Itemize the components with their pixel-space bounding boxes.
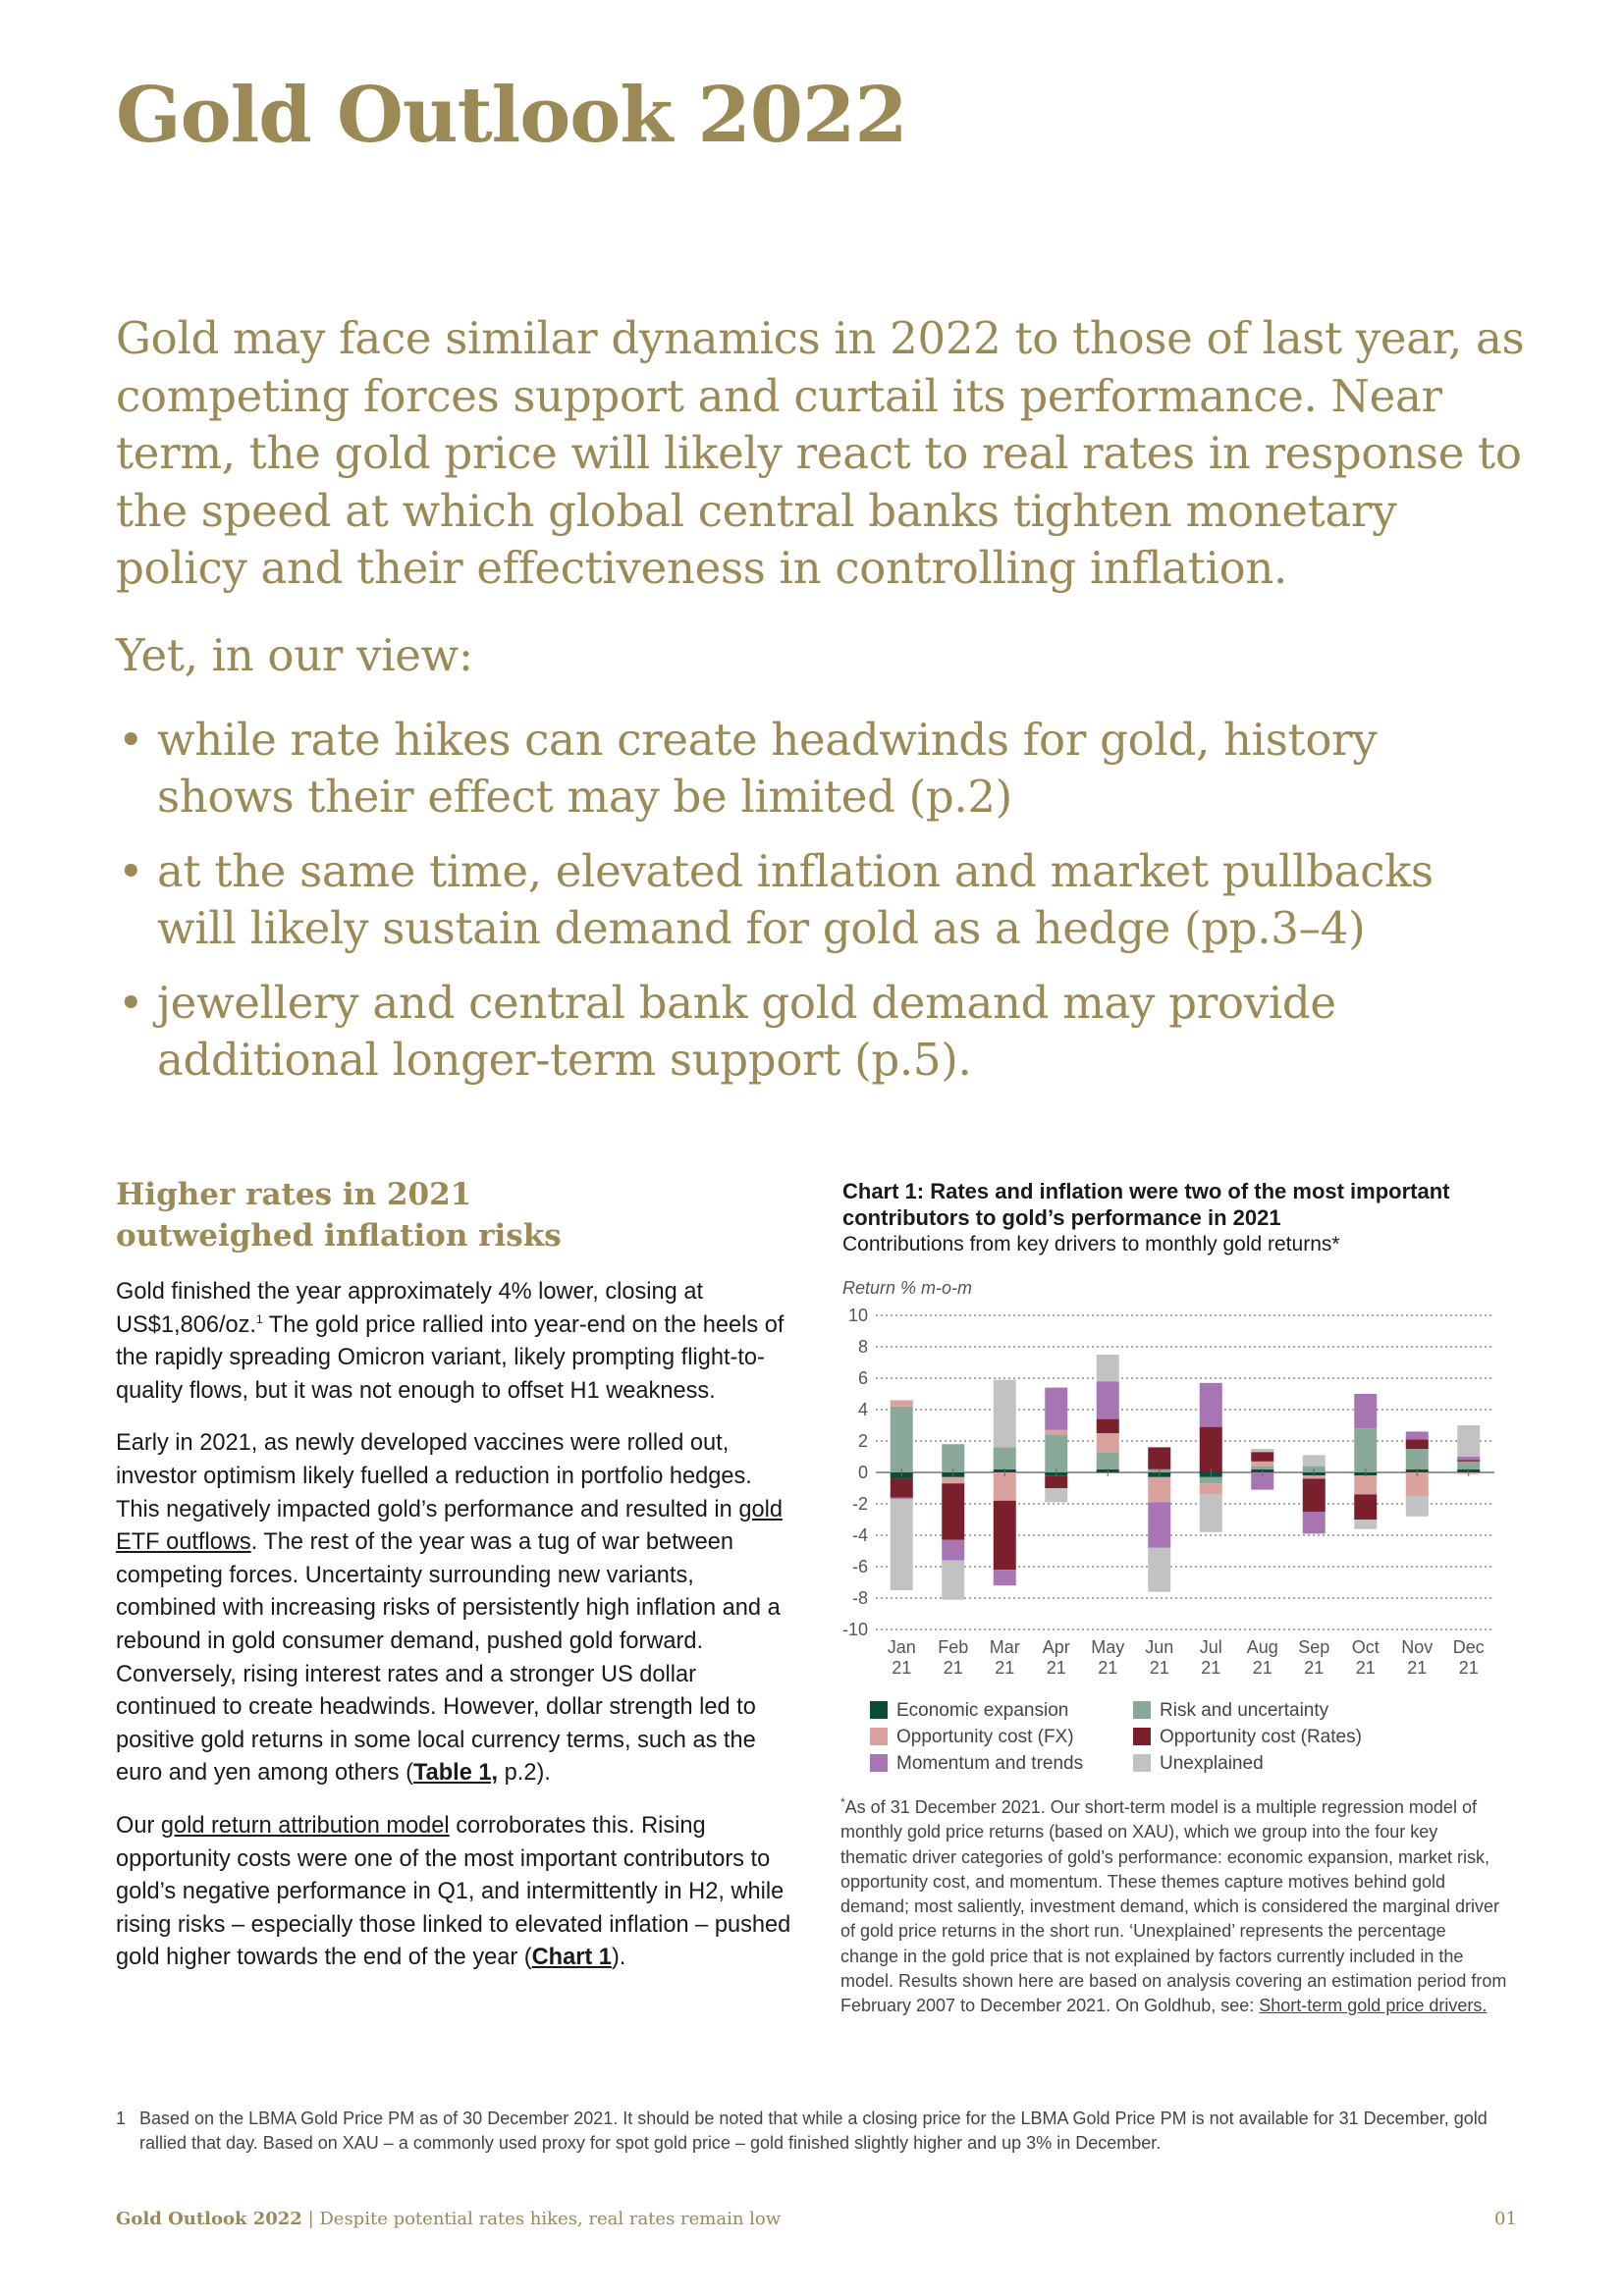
legend-swatch bbox=[870, 1754, 888, 1772]
x-tick-label: Apr bbox=[1042, 1637, 1070, 1657]
x-tick-label: Jun bbox=[1145, 1637, 1174, 1657]
bar-segment bbox=[891, 1478, 913, 1497]
bar-segment bbox=[942, 1483, 964, 1540]
bar-segment bbox=[942, 1561, 964, 1600]
legend-label: Unexplained bbox=[1160, 1753, 1264, 1774]
x-axis-ticks bbox=[888, 1468, 1485, 1678]
y-tick-label: 6 bbox=[857, 1368, 868, 1388]
bar-segment bbox=[1045, 1435, 1067, 1472]
body-text-run: p.2). bbox=[498, 1760, 551, 1787]
legend-item bbox=[1133, 1753, 1264, 1775]
bar-segment bbox=[1354, 1394, 1377, 1428]
bar-segment bbox=[1251, 1449, 1273, 1452]
key-point bbox=[116, 843, 1520, 957]
footnote-ref: 1 bbox=[255, 1311, 263, 1326]
key-point-text: at the same time, elevated inflation and market pullbacks will likely sustain demand for gold as a hedge (pp.3–4) bbox=[157, 845, 1434, 954]
bullet-icon: • bbox=[118, 977, 144, 1029]
body-text-run: ). bbox=[611, 1945, 626, 1971]
chart-1-link[interactable]: Chart 1 bbox=[531, 1945, 612, 1971]
bar-segment bbox=[891, 1407, 913, 1472]
y-axis-label: Return % m-o-m bbox=[842, 1278, 973, 1298]
bar-segment bbox=[1148, 1477, 1170, 1503]
y-tick-label: 8 bbox=[857, 1337, 868, 1357]
bar-segment bbox=[1457, 1460, 1480, 1462]
x-tick-label: Sep bbox=[1298, 1637, 1330, 1657]
bar-segment bbox=[1303, 1478, 1326, 1512]
key-point bbox=[116, 712, 1520, 826]
x-tick-label: Feb bbox=[938, 1637, 969, 1657]
chart-note-text: As of 31 December 2021. Our short-term model is a multiple regression model of monthly gold price returns (based on XAU), which we group into the four key thematic driver categories of gold’s performance: economic expansion, market risk, opportunity cost, and momentum. These themes capture motives behind gold demand; most saliently, investment demand, which is considered the marginal driver of gold price returns in the short run. ‘Unexplained’ represents the percentage change in the gold price that is not explained by factors currently included in the model. Results shown here are based on analysis covering an estimation period from February 2007 to December 2021. On Goldhub, see: bbox=[840, 1797, 1507, 2016]
bar-segment bbox=[994, 1472, 1016, 1501]
table-1-link[interactable]: Table 1, bbox=[412, 1760, 499, 1787]
short-term-drivers-link[interactable]: Short-term gold price drivers. bbox=[1259, 1996, 1488, 2016]
bar-segment bbox=[1097, 1419, 1119, 1433]
x-tick-year-label: 21 bbox=[1355, 1658, 1376, 1678]
bar-segment bbox=[942, 1444, 964, 1472]
legend-item bbox=[870, 1753, 1083, 1775]
x-tick-label: Oct bbox=[1351, 1637, 1380, 1657]
key-point bbox=[116, 975, 1520, 1089]
bullet-icon: • bbox=[118, 714, 144, 766]
body-text-run: Our bbox=[116, 1812, 161, 1839]
x-tick-label: Nov bbox=[1401, 1637, 1434, 1657]
chart-bars bbox=[891, 1355, 1481, 1600]
bar-segment bbox=[1406, 1449, 1429, 1469]
bar-segment bbox=[942, 1477, 964, 1483]
key-point-text: jewellery and central bank gold demand may provide additional longer-term support (p.5). bbox=[157, 977, 1336, 1086]
body-text-run: Early in 2021, as newly developed vaccines were rolled out, investor optimism likely fuelled a reduction in portfolio hedges. This negatively impacted gold’s performance and resulted in bbox=[116, 1430, 752, 1522]
x-tick-label: Jan bbox=[887, 1637, 916, 1657]
section-heading: Higher rates in 2021 outweighed inflation risks bbox=[116, 1177, 562, 1254]
bar-segment bbox=[891, 1499, 913, 1590]
page-footer bbox=[116, 2209, 781, 2229]
bar-segment bbox=[1354, 1494, 1377, 1520]
body-text-run: . The rest of the year was a tug of war between competing forces. Uncertainty surrounding new variants, combined with increasing risks of persistently high inflation and a rebound in gold consumer demand, pushed gold forward. Conversely, rising interest rates and a stronger US dollar continued to create headwinds. However, dollar strength led to positive gold returns in some local currency terms, such as the euro and yen among others ( bbox=[116, 1529, 781, 1787]
x-tick-label: Mar bbox=[989, 1637, 1020, 1657]
bar-segment bbox=[994, 1570, 1016, 1585]
bar-segment bbox=[1097, 1433, 1119, 1452]
bar-segment bbox=[1251, 1452, 1273, 1462]
chart-subtitle: Contributions from key drivers to monthly gold returns* bbox=[842, 1233, 1340, 1255]
body-text-run: The gold price rallied into year-end on the heels of the rapidly spreading Omicron variant, likely prompting flight-to-quality flows, but it was not enough to offset H1 weakness. bbox=[116, 1311, 785, 1404]
bar-segment bbox=[1148, 1548, 1170, 1592]
x-tick-label: Jul bbox=[1199, 1637, 1222, 1657]
legend-swatch bbox=[870, 1728, 888, 1745]
footnote bbox=[116, 2107, 1510, 2156]
page-number: 01 bbox=[1494, 2209, 1517, 2229]
x-tick-year-label: 21 bbox=[1201, 1658, 1221, 1678]
footnote-text: Based on the LBMA Gold Price PM as of 30 December 2021. It should be noted that while a closing price for the LBMA Gold Price PM is not available for 31 December, gold rallied that day. Based on XAU – a commonly used proxy for spot gold price – gold finished slightly higher and up 3% in December. bbox=[139, 2109, 1488, 2153]
bar-segment bbox=[1200, 1483, 1222, 1494]
legend-item bbox=[870, 1700, 1068, 1722]
bar-segment bbox=[1045, 1430, 1067, 1435]
x-tick-label: May bbox=[1091, 1637, 1125, 1657]
y-tick-label: -10 bbox=[841, 1620, 868, 1639]
bar-segment bbox=[1251, 1462, 1273, 1467]
bar-segment bbox=[1406, 1439, 1429, 1449]
y-tick-label: 2 bbox=[857, 1431, 868, 1451]
y-tick-label: -6 bbox=[851, 1557, 868, 1576]
legend-swatch bbox=[1133, 1754, 1151, 1772]
view-heading: Yet, in our view: bbox=[116, 629, 473, 681]
x-tick-year-label: 21 bbox=[1458, 1658, 1479, 1678]
chart-title: Chart 1: Rates and inflation were two of the most important contributors to gold’s performance in 2021 bbox=[842, 1179, 1450, 1230]
x-tick-label: Dec bbox=[1452, 1637, 1485, 1657]
bar-segment bbox=[1097, 1452, 1119, 1469]
x-tick-year-label: 21 bbox=[1149, 1658, 1169, 1678]
x-tick-year-label: 21 bbox=[995, 1658, 1015, 1678]
body-text bbox=[116, 1276, 793, 1995]
body-text-run: Gold finished the year approximately 4% lower, closing at US$1,806/oz. bbox=[116, 1279, 704, 1338]
bullet-icon: • bbox=[118, 845, 144, 897]
bar-segment bbox=[994, 1501, 1016, 1570]
bar-segment bbox=[891, 1400, 913, 1406]
legend-item bbox=[1133, 1700, 1328, 1722]
y-tick-label: -4 bbox=[851, 1525, 868, 1545]
x-tick-year-label: 21 bbox=[943, 1658, 963, 1678]
y-tick-label: 0 bbox=[857, 1463, 868, 1482]
bar-segment bbox=[942, 1540, 964, 1561]
bar-segment bbox=[1200, 1383, 1222, 1427]
bar-segment bbox=[1097, 1381, 1119, 1418]
bar-segment bbox=[1303, 1455, 1326, 1466]
bar-segment bbox=[1097, 1355, 1119, 1381]
body-paragraph bbox=[116, 1427, 793, 1790]
footer-subtitle: Despite potential rates hikes, real rates remain low bbox=[319, 2209, 782, 2229]
x-tick-year-label: 21 bbox=[1098, 1658, 1118, 1678]
footnote-number: 1 bbox=[116, 2109, 127, 2128]
legend-label: Risk and uncertainty bbox=[1160, 1700, 1329, 1721]
page-title: Gold Outlook 2022 bbox=[116, 71, 907, 160]
bar-segment bbox=[1148, 1502, 1170, 1547]
x-tick-year-label: 21 bbox=[1304, 1658, 1325, 1678]
key-points-list bbox=[116, 712, 1520, 1106]
x-tick-year-label: 21 bbox=[1252, 1658, 1272, 1678]
legend-item bbox=[870, 1727, 1074, 1748]
bar-segment bbox=[1303, 1512, 1326, 1533]
chart-grid bbox=[876, 1315, 1494, 1629]
legend-swatch bbox=[1133, 1728, 1151, 1745]
bar-segment bbox=[994, 1380, 1016, 1448]
bar-segment bbox=[1457, 1425, 1480, 1457]
y-tick-label: 10 bbox=[847, 1306, 868, 1325]
bar-segment bbox=[1354, 1428, 1377, 1472]
legend-item bbox=[1133, 1727, 1362, 1748]
gold-etf-outflows-link[interactable]: gold ETF outflows bbox=[116, 1496, 783, 1556]
bar-segment bbox=[1457, 1457, 1480, 1460]
bar-segment bbox=[1457, 1462, 1480, 1469]
note-marker: * bbox=[840, 1795, 845, 1809]
chart-note bbox=[840, 1795, 1508, 2019]
bar-segment bbox=[1354, 1475, 1377, 1494]
bar-segment bbox=[1200, 1427, 1222, 1472]
y-tick-label: 4 bbox=[857, 1400, 868, 1419]
footer-separator: | bbox=[301, 2209, 320, 2229]
footer-title: Gold Outlook 2022 bbox=[116, 2209, 302, 2229]
bar-segment bbox=[1148, 1447, 1170, 1468]
bar-segment bbox=[1045, 1475, 1067, 1488]
legend-swatch bbox=[1133, 1701, 1151, 1719]
legend-label: Opportunity cost (Rates) bbox=[1160, 1727, 1362, 1747]
body-paragraph bbox=[116, 1810, 793, 1975]
y-tick-label: -8 bbox=[851, 1588, 868, 1608]
y-axis-ticks bbox=[842, 1306, 868, 1639]
y-tick-label: -2 bbox=[851, 1494, 868, 1514]
legend-label: Momentum and trends bbox=[896, 1753, 1084, 1774]
legend-label: Opportunity cost (FX) bbox=[896, 1727, 1074, 1747]
x-tick-year-label: 21 bbox=[1407, 1658, 1428, 1678]
bar-segment bbox=[1045, 1388, 1067, 1430]
key-point-text: while rate hikes can create headwinds for gold, history shows their effect may be limited (p.2) bbox=[157, 714, 1378, 823]
attribution-model-link[interactable]: gold return attribution model bbox=[160, 1812, 450, 1839]
bar-segment bbox=[1045, 1488, 1067, 1502]
body-paragraph bbox=[116, 1276, 793, 1408]
bar-segment bbox=[1354, 1520, 1377, 1529]
legend-label: Economic expansion bbox=[896, 1700, 1069, 1721]
bar-segment bbox=[891, 1498, 913, 1500]
x-tick-year-label: 21 bbox=[1046, 1658, 1066, 1678]
legend-swatch bbox=[870, 1701, 888, 1719]
chart-header bbox=[842, 1178, 1520, 1258]
chart bbox=[835, 1268, 1512, 1678]
bar-segment bbox=[994, 1447, 1016, 1468]
x-tick-label: Aug bbox=[1246, 1637, 1278, 1657]
bar-segment bbox=[1406, 1496, 1429, 1517]
x-tick-year-label: 21 bbox=[892, 1658, 912, 1678]
body-text-run: corroborates this. Rising opportunity costs were one of the most important contributors to gold’s negative performance in Q1, and intermittently in H2, while rising risks – especially those linked to elevated inflation – pushed gold higher towards the end of the year ( bbox=[116, 1812, 791, 1971]
intro-paragraph: Gold may face similar dynamics in 2022 to those of last year, as competing forces support and curtail its performance. Near term, the gold price will likely react to real rates in response to the speed at which global central banks tighten monetary policy and their effectiveness in controlling inflation. bbox=[116, 312, 1525, 594]
bar-segment bbox=[1200, 1477, 1222, 1483]
bar-segment bbox=[1200, 1494, 1222, 1531]
bar-segment bbox=[1406, 1431, 1429, 1439]
